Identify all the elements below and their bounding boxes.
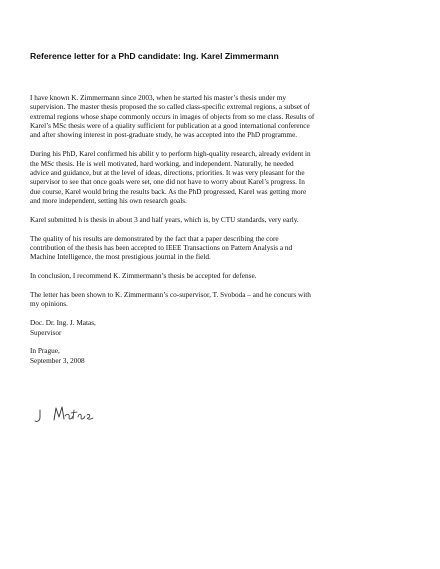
paragraph-line: supervision. The master thesis proposed the so called class-specific extremal regions, a subset of [30,103,310,112]
paragraph-line: In Prague, [30,347,60,356]
paragraph-line: contribution of the thesis has been accepted to IEEE Transactions on Pattern Analysis a nd [30,243,293,252]
signature-image [32,400,112,426]
letter-paragraph [30,272,385,281]
letter-paragraph [30,291,385,310]
paragraph-line: advice and guidance, but at the level of ideas, directions, priorities. It was very pleasant for the [30,168,305,177]
paragraph-line: and more independent, setting his own research goals. [30,196,187,205]
letter-paragraph [30,216,385,225]
paragraph-line: Karel submitted h is thesis in about 3 and half years, which is, by CTU standards, very early. [30,215,299,224]
paragraph-line: Doc. Dr. Ing. J. Matas, [30,319,96,328]
paragraph-line: The quality of his results are demonstrated by the fact that a paper describing the core [30,234,279,243]
paragraph-line: September 3, 2008 [30,356,85,365]
letter-body [30,94,385,376]
paragraph-line: Machine Intelligence, the most prestigious journal in the field. [30,253,211,262]
letter-paragraph [30,150,385,206]
paragraph-line: due course, Karel would bring the results back. As the PhD progressed, Karel was getting more [30,187,307,196]
letter-paragraph [30,347,385,366]
letter-title: Reference letter for a PhD candidate: Ing. Karel Zimmermann [30,51,279,61]
paragraph-line: the MSc thesis. He is well motivated, hard working, and independent. Naturally, he needed [30,159,294,168]
letter-paragraph [30,94,385,141]
letter-paragraph [30,319,385,338]
paragraph-line: Supervisor [30,328,62,337]
paragraph-line: Karel’s MSc thesis were of a quality sufficient for publication at a good international conference [30,122,310,131]
paragraph-line: supervisor to see that once goals were set, one did not have to worry about Karel’s progress. In [30,178,305,187]
paragraph-line: The letter has been shown to K. Zimmermann’s co-supervisor, T. Svoboda – and he concurs with [30,291,311,299]
letter-paragraph [30,235,385,263]
paragraph-line: In conclusion, I recommend K. Zimmermann’s thesis be accepted for defense. [30,272,257,281]
paragraph-line: During his PhD, Karel confirmed his abilit y to perform high-quality research, already evident in [30,150,311,159]
paragraph-line: I have known K. Zimmermann since 2003, when he started his master’s thesis under my [30,94,286,102]
paragraph-line: my opinions. [30,300,68,309]
paragraph-line: extremal regions whose shape commonly occurs in images of objects from so me class. Results of [30,112,315,121]
paragraph-line: and after showing interest in post-graduate study, he was accepted into the PhD programme. [30,131,298,140]
